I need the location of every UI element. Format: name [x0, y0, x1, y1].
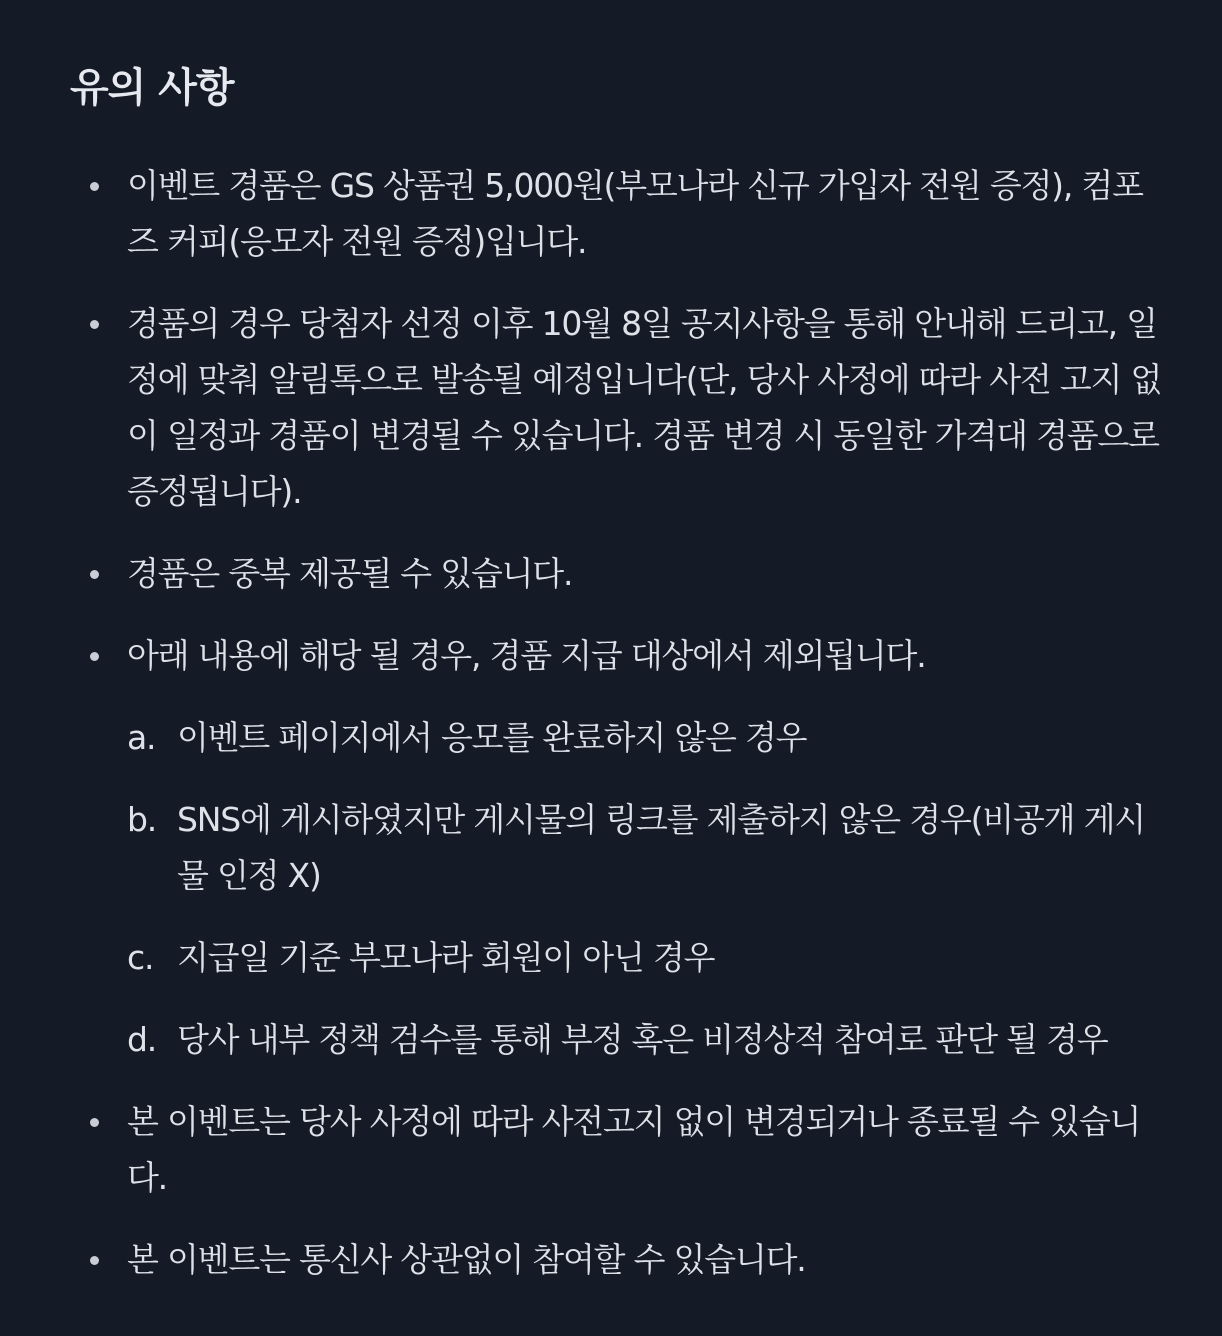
note-item — [70, 158, 1172, 270]
note-text: 아래 내용에 해당 될 경우, 경품 지급 대상에서 제외됩니다. — [127, 636, 926, 675]
exclusion-item — [127, 1012, 1172, 1068]
exclusion-text: 이벤트 페이지에서 응모를 완료하지 않은 경우 — [177, 718, 807, 757]
note-item-exclusions — [70, 628, 1172, 1068]
exclusion-marker: d. — [127, 1020, 157, 1059]
note-text: 경품은 중복 제공될 수 있습니다. — [127, 554, 573, 593]
exclusion-marker: b. — [127, 800, 157, 839]
bullet-icon — [90, 320, 99, 329]
note-text: 경품의 경우 당첨자 선정 이후 10월 8일 공지사항을 통해 안내해 드리고, 일정에 맞춰 알림톡으로 발송될 예정입니다(단, 당사 사정에 따라 사전 고지 없이 일정과 경품이 변경될 수 있습니다. 경품 변경 시 동일한 가격대 경품으로 증정됩니다). — [127, 304, 1162, 511]
note-text: 본 이벤트는 당사 사정에 따라 사전고지 없이 변경되거나 종료될 수 있습니다. — [127, 1102, 1141, 1197]
section-title: 유의 사항 — [70, 65, 234, 111]
note-item — [70, 546, 1172, 602]
note-text: 본 이벤트는 통신사 상관없이 참여할 수 있습니다. — [127, 1240, 806, 1279]
exclusion-text: 지급일 기준 부모나라 회원이 아닌 경우 — [177, 938, 715, 977]
notes-list — [70, 158, 1172, 1288]
exclusion-marker: c. — [127, 938, 154, 977]
note-text: 이벤트 경품은 GS 상품권 5,000원(부모나라 신규 가입자 전원 증정), 컴포즈 커피(응모자 전원 증정)입니다. — [127, 166, 1143, 261]
note-item — [70, 1232, 1172, 1288]
note-item — [70, 1094, 1172, 1206]
exclusion-marker: a. — [127, 718, 156, 757]
exclusion-text: SNS에 게시하였지만 게시물의 링크를 제출하지 않은 경우(비공개 게시물 인정 X) — [177, 800, 1145, 895]
exclusion-item — [127, 792, 1172, 904]
exclusion-item — [127, 930, 1172, 986]
exclusion-item — [127, 710, 1172, 766]
bullet-icon — [90, 1118, 99, 1127]
exclusion-list — [127, 710, 1172, 1068]
bullet-icon — [90, 1256, 99, 1265]
bullet-icon — [90, 182, 99, 191]
bullet-icon — [90, 570, 99, 579]
exclusion-text: 당사 내부 정책 검수를 통해 부정 혹은 비정상적 참여로 판단 될 경우 — [177, 1020, 1108, 1059]
bullet-icon — [90, 652, 99, 661]
note-item — [70, 296, 1172, 520]
